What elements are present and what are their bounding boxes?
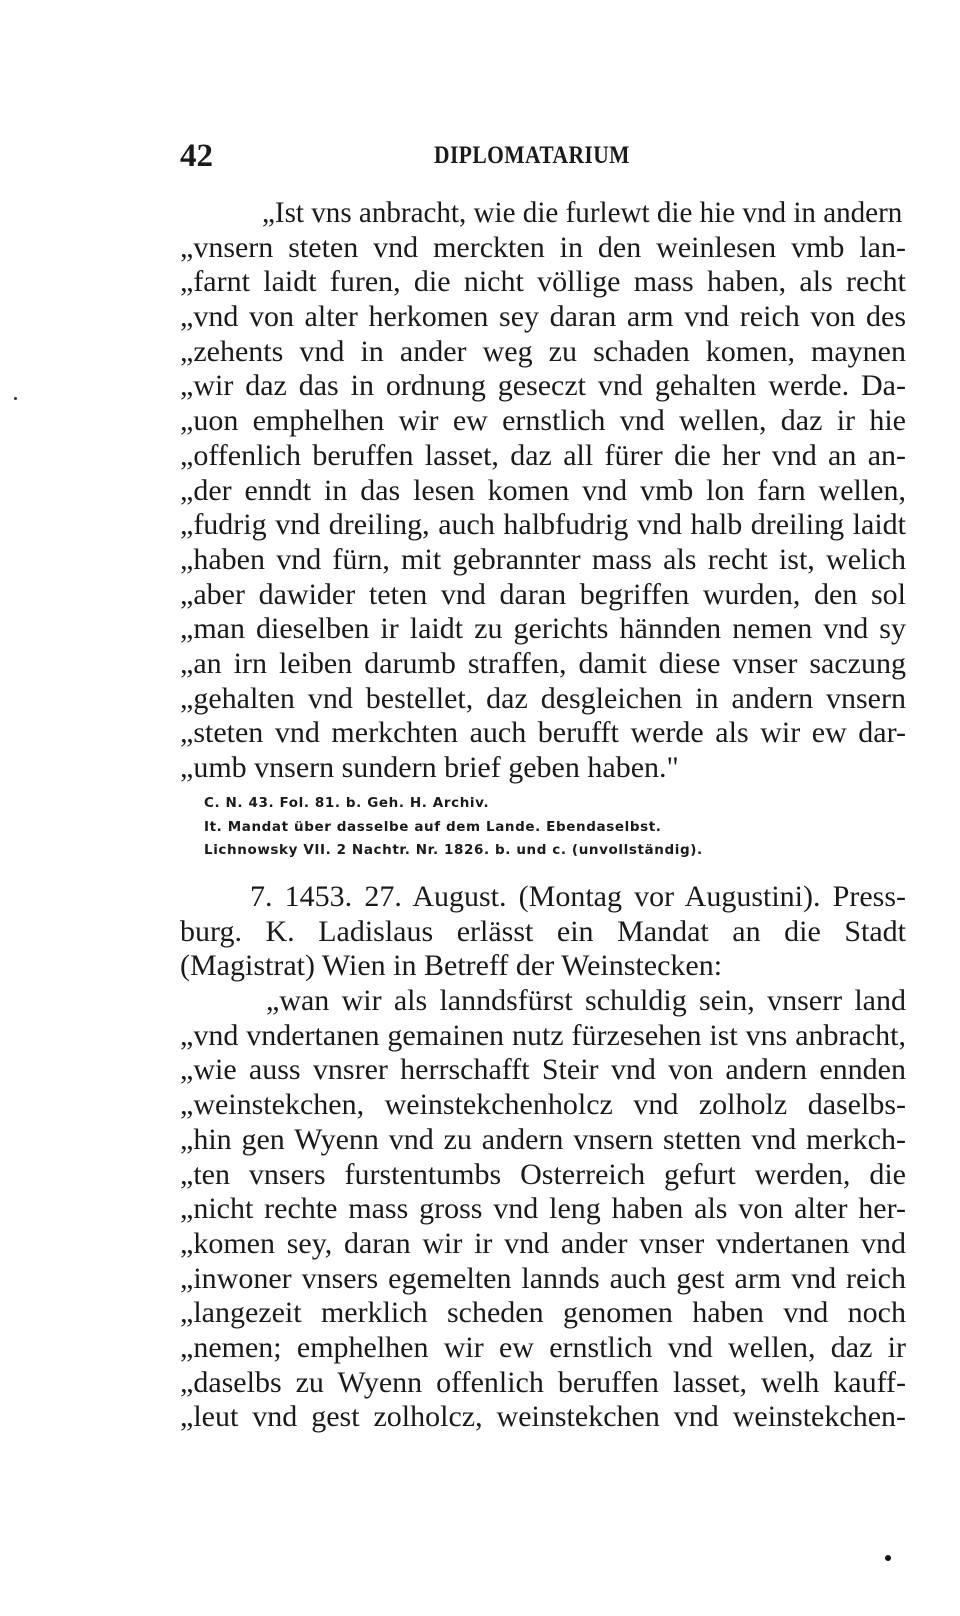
text-line: „aber dawider teten vnd daran begriffen wurden, den sol (180, 577, 906, 611)
text-line: „wir daz das in ordnung geseczt vnd gehalten werde. Da- (180, 369, 906, 403)
text-line: „offenlich beruffen lasset, daz all fürer die her vnd an an- (180, 438, 906, 472)
running-title: DIPLOMATARIUM (434, 142, 630, 169)
text-line: „vnd von alter herkomen sey daran arm vnd reich von des (180, 300, 906, 334)
text-line: „zehents vnd in ander weg zu schaden komen, maynen (180, 334, 906, 368)
text-line: burg. K. Ladislaus erlässt ein Mandat an die Stadt (180, 914, 906, 948)
scan-speck (14, 397, 17, 400)
text-line: „langezeit merklich scheden genomen haben vnd noch (180, 1296, 906, 1330)
text-line: „weinstekchen, weinstekchenholcz vnd zolholz daselbs- (180, 1088, 906, 1122)
page-header (180, 136, 906, 176)
text-line: „uon emphelhen wir ew ernstlich vnd wellen, daz ir hie (180, 404, 906, 438)
text-line: „vnd vndertanen gemainen nutz fürzesehen ist vns anbracht, (180, 1018, 906, 1052)
text-line: „ten vnsers furstentumbs Osterreich gefurt werden, die (180, 1157, 906, 1191)
text-line: „wan wir als lanndsfürst schuldig sein, vnserr land (266, 984, 906, 1018)
page-number: 42 (180, 138, 213, 174)
scan-speck (885, 1555, 891, 1561)
text-line: „vnsern steten vnd merckten in den weinlesen vmb lan- (180, 230, 906, 264)
entry-text-block (180, 880, 906, 1435)
text-line: „man dieselben ir laidt zu gerichts hännden nemen vnd sy (180, 612, 906, 646)
text-line: „umb vnsern sundern brief geben haben." (180, 751, 679, 784)
entry-heading-line: 7. 1453. 27. August. (Montag vor Augustini). Press- (250, 880, 906, 913)
text-line: „hin gen Wyenn vnd zu andern vnsern stetten vnd merkch- (180, 1122, 906, 1156)
text-line: „daselbs zu Wyenn offenlich beruffen lasset, welh kauff- (180, 1365, 906, 1399)
text-line: „nemen; emphelhen wir ew ernstlich vnd wellen, daz ir (180, 1330, 906, 1364)
text-line: „leut vnd gest zolholcz, weinstekchen vnd weinstekchen- (180, 1400, 906, 1434)
reference-line: C. N. 43. Fol. 81. b. Geh. H. Archiv. (204, 795, 490, 811)
text-line: „farnt laidt furen, die nicht völlige mass haben, als recht (180, 265, 906, 299)
text-line: „steten vnd merkchten auch berufft werde als wir ew dar- (180, 716, 906, 750)
text-line: „haben vnd fürn, mit gebrannter mass als recht ist, welich (180, 542, 906, 576)
quoted-text-block (180, 196, 906, 786)
text-line: „inwoner vnsers egemelten lannds auch gest arm vnd reich (180, 1261, 906, 1295)
text-line: „komen sey, daran wir ir vnd ander vnser vndertanen vnd (180, 1226, 906, 1260)
text-line: „nicht rechte mass gross vnd leng haben als von alter her- (180, 1192, 906, 1226)
text-line: „fudrig vnd dreiling, auch halbfudrig vnd halb dreiling laidt (180, 508, 906, 542)
text-line: „an irn leiben darumb straffen, damit diese vnser saczung (180, 646, 906, 680)
reference-line: It. Mandat über dasselbe auf dem Lande. Ebendaselbst. (204, 818, 662, 835)
reference-line: Lichnowsky VII. 2 Nachtr. Nr. 1826. b. und c. (unvollständig). (204, 842, 703, 858)
text-line: (Magistrat) Wien in Betreff der Weinstecken: (180, 949, 723, 983)
text-line: „gehalten vnd bestellet, daz desgleichen in andern vnsern (180, 681, 906, 715)
text-line: „der enndt in das lesen komen vnd vmb lon farn wellen, (180, 473, 906, 507)
text-line: „Ist vns anbracht, wie die furlewt die hie vnd in andern (262, 197, 903, 229)
text-line: „wie auss vnsrer herrschafft Steir vnd von andern ennden (180, 1053, 906, 1087)
source-references (204, 792, 844, 863)
